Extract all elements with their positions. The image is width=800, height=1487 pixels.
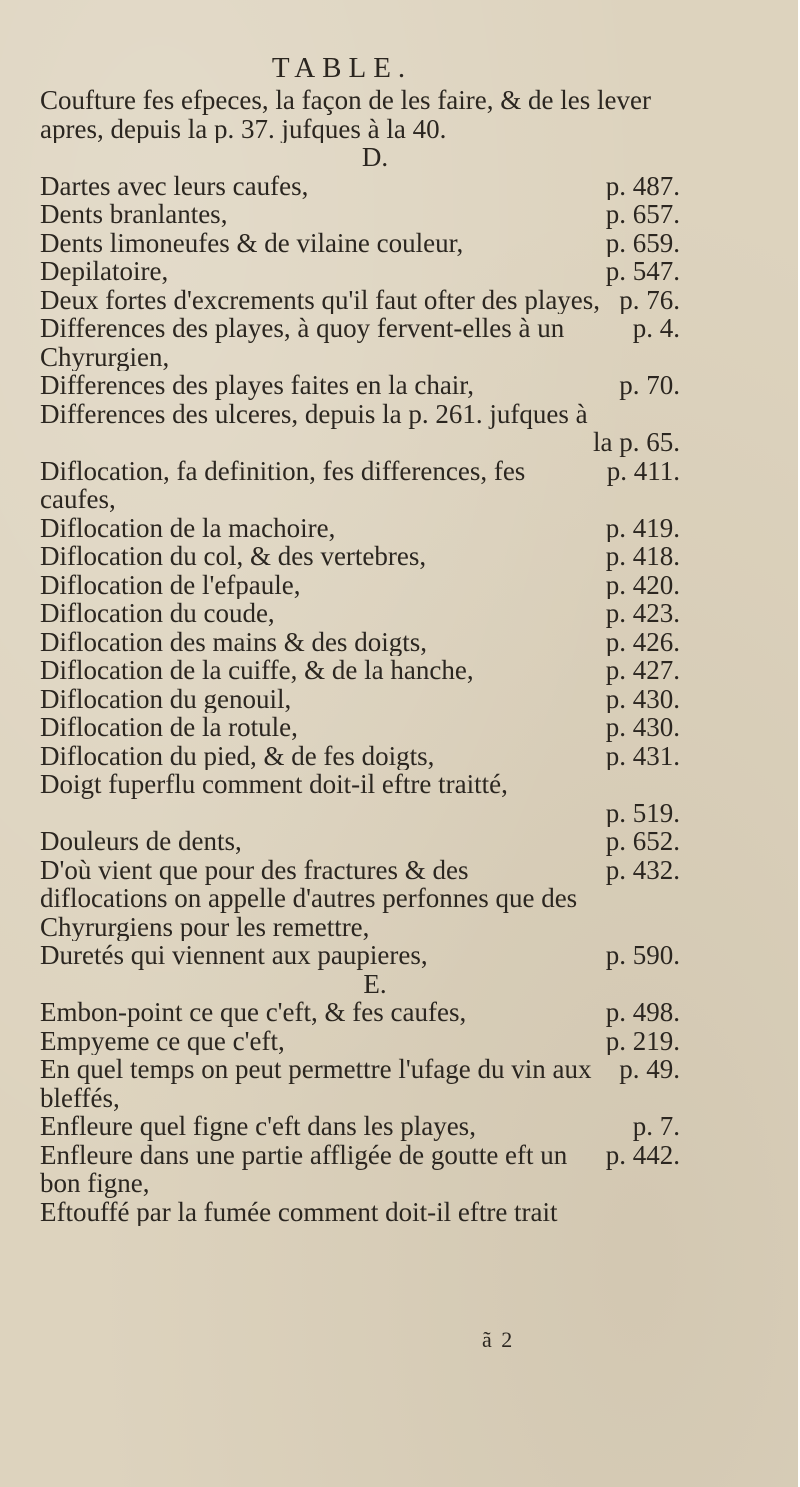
index-entry <box>40 656 680 685</box>
entry-text: Doigt fuperflu comment doit-il eftre traitté, <box>40 770 508 799</box>
entry-text: Empyeme ce que c'eft, <box>40 1026 285 1055</box>
entry-page-number: p. 487. <box>605 171 680 200</box>
entry-text: Differences des playes, à quoy fervent-elles à un Chyrurgien, <box>40 314 565 371</box>
entry-text: Diflocation de l'efpaule, <box>40 570 301 599</box>
entry-text: Depilatoire, <box>40 257 169 286</box>
index-entry <box>40 257 680 286</box>
index-entry <box>40 571 680 600</box>
index-entry <box>40 1055 680 1112</box>
index-entry <box>40 286 680 315</box>
entry-page-number: p. 427. <box>605 656 680 685</box>
entry-page-number: p. 418. <box>605 542 680 571</box>
index-entry <box>40 172 680 201</box>
index-entry <box>40 770 680 827</box>
entry-page-number: la p. 65. <box>593 427 680 457</box>
entry-text: Coufture fes efpeces, la façon de les faire, & de les lever apres, depuis la p. 37. jufques à la 40. <box>40 86 651 143</box>
index-entry <box>40 1141 680 1198</box>
entry-page-number: p. 7. <box>632 1112 680 1141</box>
page-header: TABLE. <box>271 52 413 84</box>
entry-page-number: p. 4. <box>632 314 680 343</box>
section-letter: E. <box>363 968 387 999</box>
entry-page-number: p. 430. <box>605 684 680 713</box>
entry-text: D'où vient que pour des fractures & des diflocations on appelle d'autres perfonnes que des Chyrurgiens pour les remettre, <box>40 855 578 941</box>
entry-page-number: p. 431. <box>605 741 680 770</box>
index-entry <box>40 998 680 1027</box>
entry-text: Differences des ulceres, depuis la p. 261. jufques à <box>40 399 588 429</box>
entry-text: Diflocation de la cuiffe, & de la hanche, <box>40 656 474 685</box>
entry-page-number: p. 657. <box>605 200 680 229</box>
index-entry <box>40 400 680 457</box>
entry-page-number: p. 411. <box>606 456 680 486</box>
entry-page-number: p. 419. <box>605 513 680 542</box>
entry-page-number: p. 442. <box>605 1140 680 1170</box>
entry-page-number: p. 70. <box>619 371 680 400</box>
entry-text: Dents limoneufes & de vilaine couleur, <box>40 228 464 257</box>
index-entry <box>40 1027 680 1056</box>
entry-text: Diflocation du coude, <box>40 599 275 628</box>
entry-text: En quel temps on peut permettre l'ufage du vin aux bleffés, <box>40 1055 592 1112</box>
entry-page-number: p. 426. <box>605 627 680 656</box>
index-entry <box>40 457 680 514</box>
entry-text: Diflocation, fa definition, fes differences, fes caufes, <box>40 456 526 514</box>
entry-page-number: p. 590. <box>605 941 680 970</box>
index-entry <box>40 1112 680 1141</box>
index-entry <box>40 713 680 742</box>
entry-text: Douleurs de dents, <box>40 827 242 856</box>
entry-text: Eftouffé par la fumée comment doit-il eftre trait <box>40 1197 558 1226</box>
entry-text: Diflocation des mains & des doigts, <box>40 627 427 656</box>
index-entry <box>40 941 680 970</box>
index-entry <box>40 229 680 258</box>
index-entry <box>40 856 680 942</box>
signature-mark: ã 2 <box>482 1327 515 1352</box>
entry-text: Enfleure quel figne c'eft dans les playes, <box>40 1112 476 1141</box>
entry-page-number: p. 76. <box>619 285 680 314</box>
entry-page-number: p. 420. <box>605 570 680 599</box>
index-entry <box>40 628 680 657</box>
entry-page-number: p. 432. <box>605 855 680 885</box>
entry-page-number: p. 430. <box>605 713 680 742</box>
index-entry <box>40 542 680 571</box>
entry-text: Deux fortes d'excrements qu'il faut ofter des playes, <box>40 285 601 314</box>
entry-page-number: p. 498. <box>605 998 680 1027</box>
entry-page-number: p. 652. <box>605 827 680 856</box>
entry-text: Diflocation de la rotule, <box>40 713 298 742</box>
index-entry <box>40 742 680 771</box>
entry-page-number: p. 423. <box>605 599 680 628</box>
index-entry <box>40 599 680 628</box>
entry-page-number: p. 519. <box>605 797 680 827</box>
index-entry <box>40 827 680 856</box>
index-entry <box>40 685 680 714</box>
entry-text: Diflocation du pied, & de fes doigts, <box>40 741 435 770</box>
index-entries <box>40 86 680 1226</box>
index-entry <box>40 86 680 143</box>
index-entry <box>40 314 680 371</box>
entry-text: Duretés qui viennent aux paupieres, <box>40 941 428 970</box>
entry-text: Differences des playes faites en la chair, <box>40 371 474 400</box>
entry-text: Diflocation du genouil, <box>40 684 292 713</box>
entry-text: Dents branlantes, <box>40 200 228 229</box>
entry-page-number: p. 219. <box>605 1026 680 1055</box>
entry-text: Embon-point ce que c'eft, & fes caufes, <box>40 998 467 1027</box>
entry-text: Dartes avec leurs caufes, <box>40 171 309 200</box>
index-entry <box>40 371 680 400</box>
index-entry <box>40 1198 680 1227</box>
index-entry <box>40 514 680 543</box>
entry-page-number: p. 49. <box>619 1055 680 1084</box>
entry-text: Diflocation de la machoire, <box>40 513 336 542</box>
entry-text: Diflocation du col, & des vertebres, <box>40 542 427 571</box>
index-entry <box>40 200 680 229</box>
entry-text: Enfleure dans une partie affligée de goutte eft un bon figne, <box>40 1140 568 1198</box>
entry-page-number: p. 659. <box>605 228 680 257</box>
entry-page-number: p. 547. <box>605 257 680 286</box>
section-letter: D. <box>361 142 389 172</box>
